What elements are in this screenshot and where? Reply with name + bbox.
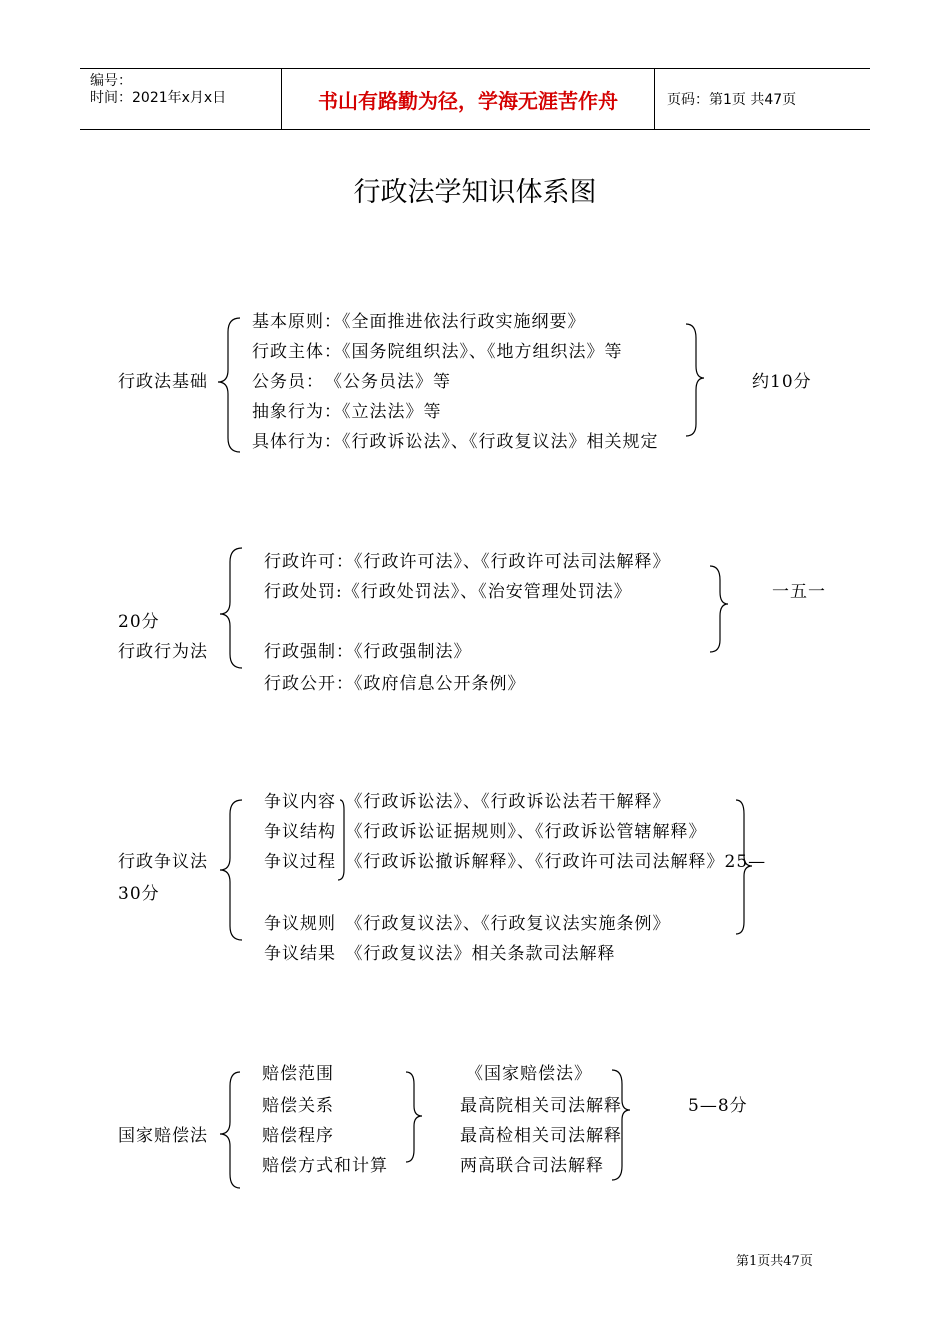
basics-label: 行政法基础 <box>118 372 208 392</box>
page-header <box>80 68 870 130</box>
compensation-item: 赔偿程序 <box>262 1126 334 1146</box>
page-footer: 第1页共47页 <box>736 1254 813 1269</box>
compensation-label: 国家赔偿法 <box>118 1126 208 1146</box>
acts-item: 行政许可：《行政许可法》、《行政许可法司法解释》 <box>264 552 671 572</box>
acts-label-score: 20分 <box>118 612 160 632</box>
compensation-law: 最高院相关司法解释 <box>460 1096 622 1116</box>
acts-label: 行政行为法 <box>118 642 208 662</box>
dispute-item: 争议内容 《行政诉讼法》、《行政诉讼法若干解释》 <box>264 792 671 812</box>
basics-item: 公务员： 《公务员法》等 <box>252 372 451 392</box>
header-page-info: 页码：第1页 共47页 <box>667 92 797 108</box>
compensation-score: 5—8分 <box>688 1096 748 1116</box>
dispute-label-score: 30分 <box>118 884 160 904</box>
basics-item: 具体行为：《行政诉讼法》、《行政复议法》相关规定 <box>252 432 659 452</box>
compensation-item: 赔偿范围 <box>262 1064 334 1084</box>
compensation-law: 《国家赔偿法》 <box>466 1064 592 1084</box>
brace-acts-left <box>220 548 242 668</box>
compensation-law: 两高联合司法解释 <box>460 1156 604 1176</box>
dispute-label: 行政争议法 <box>118 852 208 872</box>
brace-basics-right <box>686 324 704 436</box>
dispute-item: 争议结果 《行政复议法》相关条款司法解释 <box>264 944 616 964</box>
brace-dispute-left <box>220 800 242 940</box>
compensation-item: 赔偿关系 <box>262 1096 334 1116</box>
acts-item: 行政公开：《政府信息公开条例》 <box>264 674 526 694</box>
brace-acts-right <box>710 566 728 652</box>
dispute-item: 争议规则 《行政复议法》、《行政复议法实施条例》 <box>264 914 671 934</box>
basics-score: 约10分 <box>752 372 812 392</box>
dispute-item: 争议结构 《行政诉讼证据规则》、《行政诉讼管辖解释》 <box>264 822 707 842</box>
acts-item: 行政处罚:《行政处罚法》、《治安管理处罚法》 <box>264 582 632 602</box>
basics-item: 基本原则：《全面推进依法行政实施纲要》 <box>252 312 586 332</box>
time-label: 时间：2021年x月x日 <box>90 90 227 106</box>
number-label: 编号： <box>90 73 132 89</box>
brace-compensation-middle <box>406 1072 422 1162</box>
header-motto: 书山有路勤为径，学海无涯苦作舟 <box>282 69 655 129</box>
brace-compensation-left <box>220 1072 240 1188</box>
brace-basics-left <box>218 318 240 452</box>
basics-item: 抽象行为：《立法法》等 <box>252 402 442 422</box>
compensation-item: 赔偿方式和计算 <box>262 1156 388 1176</box>
brace-compensation-right <box>612 1070 630 1180</box>
acts-item: 行政强制：《行政强制法》 <box>264 642 472 662</box>
header-meta <box>80 69 282 129</box>
compensation-law: 最高检相关司法解释 <box>460 1126 622 1146</box>
page-title: 行政法学知识体系图 <box>353 177 597 208</box>
dispute-item: 争议过程 《行政诉讼撤诉解释》、《行政许可法司法解释》25— <box>264 852 767 872</box>
acts-score: 一五一 <box>772 582 826 602</box>
basics-item: 行政主体：《国务院组织法》、《地方组织法》等 <box>252 342 623 362</box>
